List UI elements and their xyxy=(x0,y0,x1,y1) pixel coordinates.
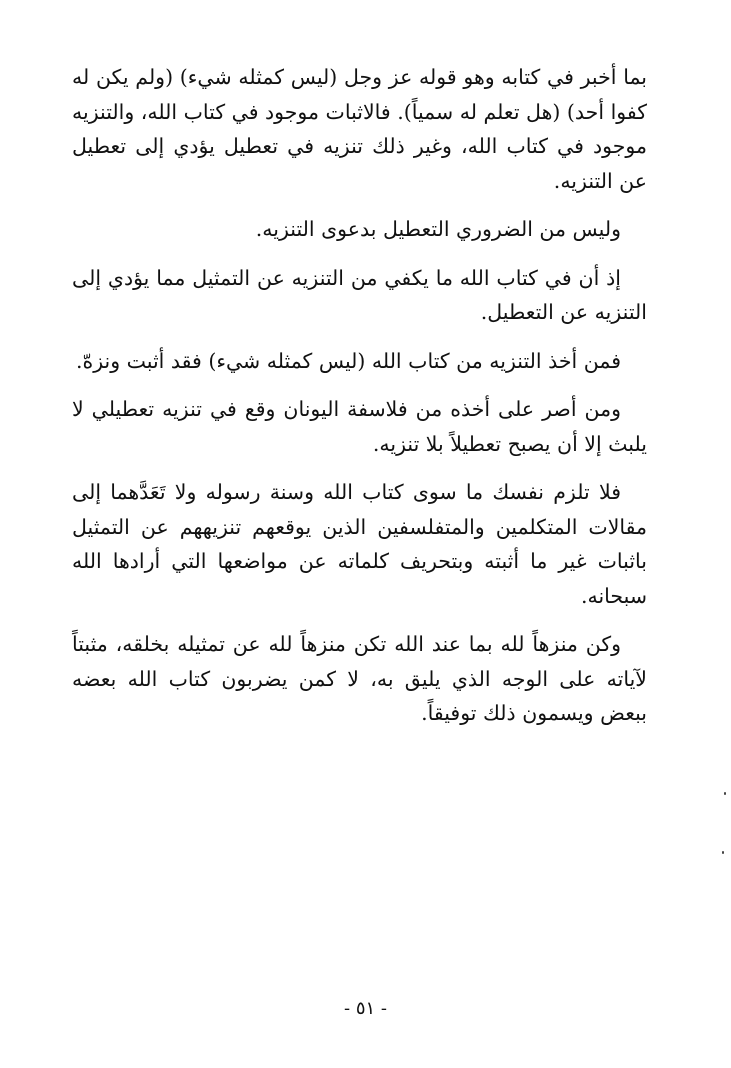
paragraph-6: فلا تلزم نفسك ما سوى كتاب الله وسنة رسوله ولا تَعَدَّهما إلى مقالات المتكلمين والمتفلسفين الذين يوقعهم تنزيههم عن التمثيل باثبات غير ما أثبته وبتحريف كلماته عن مواضعها التي أرادها الله سبحانه. xyxy=(72,480,647,608)
document-body xyxy=(72,60,647,745)
paragraph-5: ومن أصر على أخذه من فلاسفة اليونان وقع في تنزيه تعطيلي لا يلبث إلا أن يصبح تعطيلاً بلا تنزيه. xyxy=(72,397,647,456)
paragraph-4: فمن أخذ التنزيه من كتاب الله (ليس كمثله شيء) فقد أثبت ونزهّ. xyxy=(75,348,621,373)
page-number: - ٥١ - xyxy=(344,998,387,1019)
paragraph-1: بما أخبر في كتابه وهو قوله عز وجل (ليس كمثله شيء) (ولم يكن له كفوا أحد) (هل تعلم له سمياً). فالاثبات موجود في كتاب الله، والتنزيه موجود في كتاب الله، وغير ذلك تنزيه في تعطيل يؤدي إلى تعطيل عن التنزيه. xyxy=(72,65,647,193)
paragraph-2: وليس من الضروري التعطيل بدعوى التنزيه. xyxy=(255,217,621,241)
scan-speck-1 xyxy=(724,792,726,795)
paragraph-3: إذ أن في كتاب الله ما يكفي من التنزيه عن التمثيل مما يؤدي إلى التنزيه عن التعطيل. xyxy=(72,265,647,324)
scan-speck-2 xyxy=(722,851,724,854)
paragraph-7: وكن منزهاً لله بما عند الله تكن منزهاً لله عن تمثيله بخلقه، مثبتاً لآياته على الوجه الذي يليق به، لا كمن يضربون كتاب الله بعضه ببعض ويسمون ذلك توفيقاً. xyxy=(72,632,647,725)
